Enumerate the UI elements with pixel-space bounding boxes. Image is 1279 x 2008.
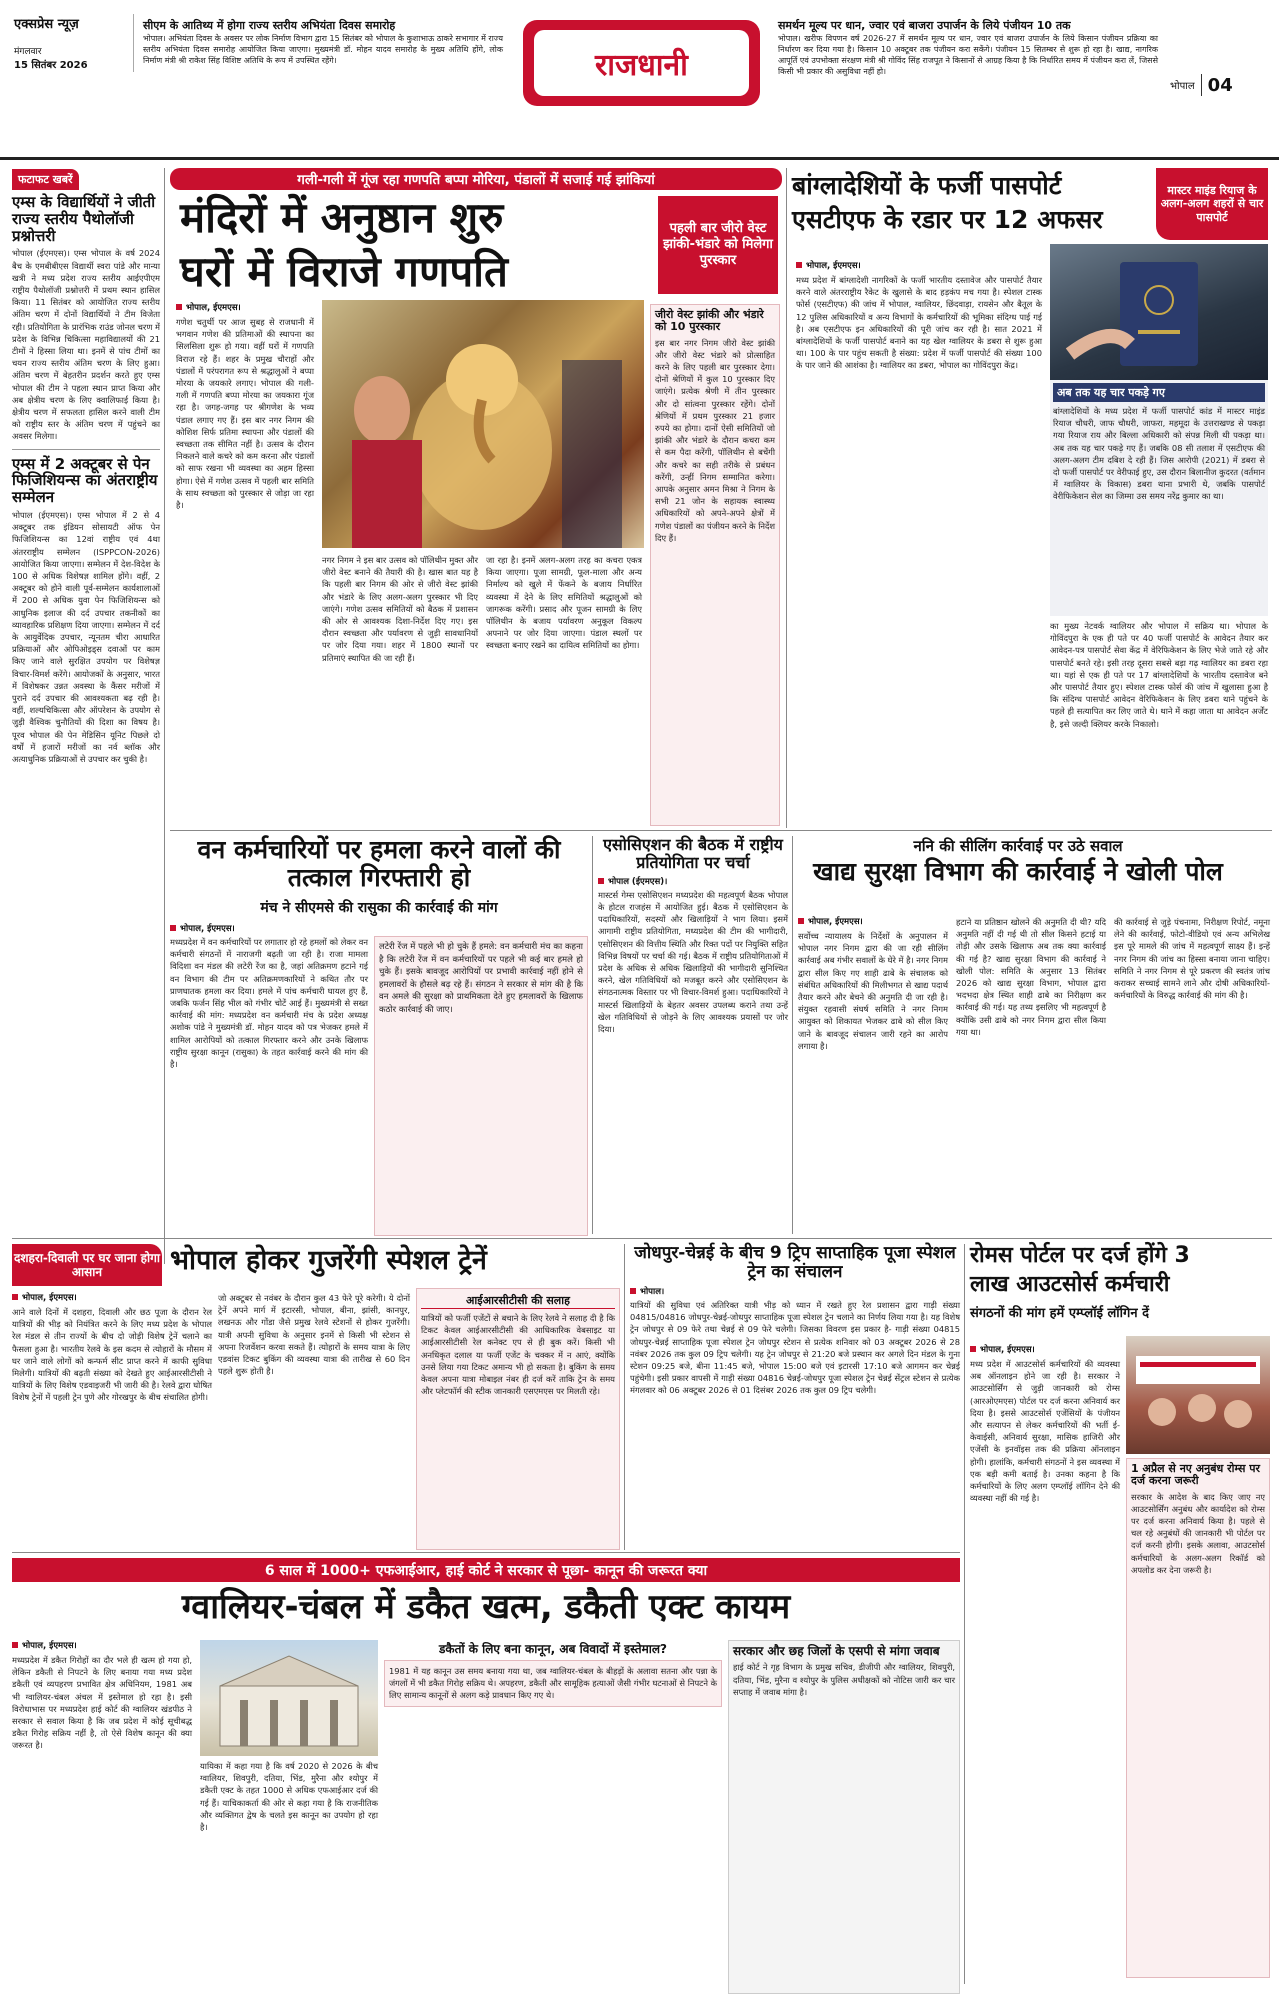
dacoit-col1: मध्यप्रदेश में डकैत गिरोहों का दौर भले ही खत्म हो गया हो, लेकिन डकैती से निपटने के लिए बनाया गया मध्य प्रदेश डकैती एवं व्यपहरण प्रभावित क्षेत्र अधिनियम, 1981 अब भी ग्वालियर-चंबल अंचल में इस्तेमाल हो रहा है। इसी विरोधाभास पर मध्यप्रदेश हाई कोर्ट की ग्वालियर खंडपीठ ने सरकार से सवाल किया है कि जब प्रदेश में कोई सूचीबद्ध डकैत गिरोह सक्रिय नहीं है, तो ऐसे विशेष कानून की क्या जरूरत है।: [12, 1655, 195, 1751]
roms-headline-1: रोमस पोर्टल पर दर्ज होंगे 3: [970, 1243, 1190, 1268]
passport-story: [792, 168, 1272, 828]
association-story: [598, 835, 791, 1234]
dacoit-col2: यायिका में कहा गया है कि वर्ष 2020 से 2026 के बीच ग्वालियर, शिवपुरी, दतिया, भिंड, मुरैना और श्योपुर में डकैती एक्ट के तहत 1000 से अधिक एफआईआर दर्ज की गई हैं। याचिकाकर्ता की ओर से कहा गया है कि राजनीतिक और व्यक्तिगत द्वेष के चलते इस कानून का उपयोग हो रहा है।: [200, 1761, 381, 1833]
trains-box: [416, 1288, 620, 1550]
dacoit-box-title: डकैतों के लिए बना कानून, अब विवादों में इस्तेमाल?: [439, 1642, 667, 1656]
brief-right-text: भोपाल। खरीफ विपणन वर्ष 2026-27 में समर्थन मूल्य पर धान, ज्वार एवं बाजरा उपार्जन के लिये किसान पंजीयन प्रक्रिया का निर्धारण कर दिया गया है। किसान 10 अक्टूबर तक पंजीयन करा सकेंगे। पंजीयन 15 सितम्बर से शुरू हो रहा है। खाद्य, नागरिक आपूर्ति एवं उपभोक्ता संरक्षण मंत्री श्री गोविंद सिंह राजपूत ने किसानों से आग्रह किया है कि निर्धारित समय में पंजीयन करा लें, जिससे किसी भी प्रकार की असुविधा नहीं हो।: [778, 34, 1161, 76]
ganpati-dateline: भोपाल, ईएमएस।: [176, 302, 316, 313]
roms-story: [970, 1244, 1272, 1984]
roms-dateline: भोपाल, ईएमएस।: [970, 1344, 1120, 1355]
association-headline: एसोसिएशन की बैठक में राष्ट्रीय प्रतियोगिता पर चर्चा: [603, 835, 783, 872]
trains-col1: आने वाले दिनों में दशहरा, दिवाली और छठ पूजा के दौरान रेल यात्रियों की भीड़ को नियंत्रित करने के लिए मध्य प्रदेश के भोपाल रेल मंडल से तीन राज्यों के बीच दो जोड़ी विशेष ट्रेनें चलाने का फैसला हुआ है। भारतीय रेलवे के इस कदम से त्योहारों के मौसम में घर जाने वाले लोगों को कन्फर्म सीट प्राप्त करने में काफी सुविधा मिलेगी। यात्रियों की बढ़ती संख्या को देखते हुए आईआरसीटीसी ने यात्रियों के लिए विशेष एडवाइजरी भी जारी की है। रेलवे द्वारा घोषित विशेष ट्रेनों में पहली ट्रेन पुणे और गोरखपुर के बीच संचालित होगी।: [12, 1307, 215, 1403]
food-col2: हटाने या प्रतिष्ठान खोलने की अनुमति दी थी? यदि अनुमति नहीं दी गई थी तो सील किसने हटाई या तोड़ी और उसके खिलाफ अब तक क्या कार्रवाई की गई है? खाद्य सुरक्षा विभाग की कार्रवाई ने खोली पोल: समिति के अनुसार 13 सितंबर 2026 को खाद्य सुरक्षा विभाग, भोपाल द्वारा भदभदा क्षेत्र स्थित शाही ढाबे का निरीक्षण कर कार्रवाई की गई। यह तथ्य इसलिए भी महत्वपूर्ण है क्योंकि उसी ढाबे को नगर निगम द्वारा सील किया गया था।: [956, 917, 1109, 1037]
passport-photo-caption: अब तक यह चार पकड़े गए: [1053, 383, 1265, 402]
dacoit-box-text: 1981 में यह कानून उस समय बनाया गया था, जब ग्वालियर-चंबल के बीहड़ों के अलावा सतना और पन्ना के जंगलों में भी डकैत गिरोह सक्रिय थे। अपहरण, डकैती और सामूहिक हत्याओं जैसी गंभीर घटनाओं से निपटने के लिए सामान्य कानूनों से अलग कड़े प्रावधान किए गए थे।: [384, 1660, 722, 1707]
association-text: मास्टर्स गेम्स एसोसिएशन मध्यप्रदेश की महत्वपूर्ण बैठक भोपाल के होटल राजहंस में आयोजित हुई। बैठक में एसोसिएशन के पदाधिकारियों, सदस्यों और खिलाड़ियों ने भाग लिया। इसमें आगामी राष्ट्रीय प्रतियोगिता, मध्यप्रदेश की टीम की भागीदारी, एसोसिएशन की वित्तीय स्थिति और रिक्त पदों पर नियुक्ति सहित विभिन्न विषयों पर चर्चा की गई। बैठक में राष्ट्रीय प्रतियोगिताओं में प्रदेश के अधिक से अधिक खिलाड़ियों की भागीदारी सुनिश्चित करने, खेल गतिविधियों को मजबूत करने और एसोसिएशन के संगठनात्मक विस्तार पर भी विचार-विमर्श हुआ। पदाधिकारियों ने मास्टर्स खिलाड़ियों के बेहतर अवसर उपलब्ध कराने तथा उन्हें खेल गतिविधियों से जोड़ने के लिए आवश्यक प्रयासों पर जोर दिया।: [598, 889, 791, 1035]
ganpati-box-title: जीरो वेस्ट झांकी और भंडारे को 10 पुरस्कार: [655, 308, 764, 334]
ganpati-box-text: इस बार नगर निगम जीरो वेस्ट झांकी और जीरो वेस्ट भंडारे को प्रोत्साहित करने के लिए पहली बार पुरस्कार देगा। दोनों श्रेणियों में कुल 10 पुरस्कार दिए जाएंगे। प्रत्येक श्रेणी में तीन पुरस्कार और दो सांत्वना पुरस्कार रहेंगे। दोनों श्रेणियों में प्रथम पुरस्कार 21 हजार रुपये का होगा। दानों ऐसी समितियों जो झांकी और भंडारे के दौरान कचरा कम से कम पैदा करेंगी, पॉलिथीन से बचेंगी और कचरे का सही तरीके से प्रबंधन करेंगी, उन्हीं निगम सम्मानित करेगा। आपके अनुसार अमन मिश्रा ने निगम के सभी 21 जोन के सहायक स्वास्थ्य अधिकारियों को अपने-अपने क्षेत्रों में गणेश पंडालों का पंजीयन करने के निर्देश दिए हैं।: [655, 337, 778, 543]
ganpati-idol-illustration: [322, 300, 644, 548]
food-kicker: ननि की सीलिंग कार्रवाई पर उठे सवाल: [913, 837, 1123, 855]
ganpati-col3: जा रहा है। इनमें अलग-अलग तरह का कचरा एकत्र किया जाएगा। पूजा सामग्री, फूल-माला और अन्य निर्माल्य को खुले में फेंकने के बजाय निर्धारित व्यवस्था में देने के लिए समितियों श्रद्धालुओं को जागरूक करेंगी। प्रसाद और पूजन सामग्री के लिए पॉलिथीन के बजाय पर्यावरण अनुकूल विकल्प अपनाने पर जोर दिया जाएगा। पंडाल स्थलों पर स्वच्छता बनाए रखने का दायित्व समितियों का होगा।: [486, 555, 645, 651]
jodhpur-story: [630, 1243, 963, 1550]
fatafat-story2-title: एम्स में 2 अक्टूबर से पेन फिजिशियन्स का अंतराष्ट्रीय सम्मेलन: [12, 454, 158, 507]
ganpati-story: [170, 168, 782, 828]
brief-right: [778, 18, 1161, 108]
jodhpur-text: यात्रियों की सुविधा एवं अतिरिक्त यात्री भीड़ को ध्यान में रखते हुए रेल प्रशासन द्वारा गाड़ी संख्या 04815/04816 जोधपुर-चेन्नई-जोधपुर साप्ताहिक पूजा स्पेशल ट्रेन चलाने का निर्णय लिया गया है। यह विशेष ट्रेन जोधपुर से 09 फेरे तथा चेन्नई से 09 फेरे चलेगी। जिसका विवरण इस प्रकार है- गाड़ी संख्या 04815 जोधपुर-चेन्नई साप्ताहिक पूजा स्पेशल ट्रेन जोधपुर स्टेशन से प्रत्येक शनिवार को 03 अक्टूबर 2026 से 28 नवंबर 2026 तक कुल 09 ट्रिप चलेगी। यह ट्रेन जोधपुर से 21:20 बजे प्रस्थान कर अगले दिन मंडल के गुना स्टेशन 09:25 बजे, बीना 11:45 बजे, भोपाल 15:00 बजे एवं इटारसी 17:10 बजे आगमन कर चेन्नई पहुंचेगी। इसी प्रकार वापसी में गाड़ी संख्या 04816 चेन्नई-जोधपुर पूजा स्पेशल ट्रेन चेन्नई सेंट्रल स्टेशन से प्रत्येक मंगलवार को 06 अक्टूबर 2026 से 01 दिसंबर 2026 तक कुल 09 ट्रिप चलेगी।: [630, 1300, 963, 1396]
section-label: [534, 30, 749, 96]
brief-left: [143, 18, 506, 88]
roms-text: मध्य प्रदेश में आउटसोर्स कर्मचारियों की व्यवस्था अब ऑनलाइन होने जा रही है। सरकार ने आउटसोर्सिंग से जुड़ी जानकारी को रोम्स (आरओएमएस) पोर्टल पर दर्ज करना अनिवार्य कर दिया है। इससे आउटसोर्स एजेंसियों के पंजीयन और सत्यापन से लेकर कर्मचारियों की भर्ती ई-केवाईसी, अनिवार्य सुरक्षा, मासिक हाजिरी और एजेंसी के इनवॉइस तक की प्रक्रिया ऑनलाइन होगी। हालांकि, कर्मचारी संगठनों ने इस व्यवस्था में एक बड़ी कमी बताई है। उनका कहना है कि कर्मचारियों के लिए अलग एम्प्लॉई लॉगिन देने की व्यवस्था नहीं की गई है।: [970, 1359, 1123, 1504]
fatafat-label: फटाफट खबरें: [12, 169, 79, 190]
food-headline: खाद्य सुरक्षा विभाग की कार्रवाई ने खोली पोल: [813, 857, 1223, 886]
ganpati-photo: [322, 300, 644, 548]
roms-photo: [1126, 1336, 1270, 1454]
passport-col1: मध्य प्रदेश में बांग्लादेशी नागरिकों के फर्जी भारतीय दस्तावेज और पासपोर्ट तैयार करने वाले अंतरराष्ट्रीय रैकेट के खुलासे के बाद हड़कंप मच गया है। स्पेशल टास्क फोर्स (एसटीएफ) की जांच में भोपाल, ग्वालियर, छिंदवाड़ा, रायसेन और बैतूल के 12 पुलिस अधिकारियों व अन्य विभागों के कर्मचारियों की भूमिका संदिग्ध पाई गई है। अब एसटीएफ इन अधिकारियों की पूरी जांच कर रही है। सात 2021 में बांग्लादेशियों के फर्जी पासपोर्ट बनाने का यह खेल ग्वालियर के डबरा से शुरू हुआ था। 100 के पार पहुंच सकती है संख्या: प्रदेश में फर्जी पासपोर्ट की संख्या 100 के पार जाने की आशंका है। ग्वालियर का डबरा, भोपाल का गोविंदपुरा केंद्र।: [796, 275, 1045, 371]
trains-box-title: आईआरसीटीसी की सलाह: [421, 1293, 615, 1309]
passport-headline-2: एसटीएफ के रडार पर 12 अफसर: [792, 205, 1103, 234]
trains-dateline: भोपाल, ईएमएस।: [12, 1292, 212, 1303]
forest-dateline: भोपाल, ईएमएस।: [170, 923, 588, 934]
brief-right-title: समर्थन मूल्य पर धान, ज्वार एवं बाजरा उपार्जन के लिये पंजीयन 10 तक: [778, 19, 1071, 32]
fatafat-story1-title: एम्स के विद्यार्थियों ने जीती राज्य स्तरीय पैथोलॉजी प्रश्नोत्तरी: [12, 193, 156, 245]
food-col3: की कार्रवाई से जुड़े पंचनामा, निरीक्षण रिपोर्ट, नमूना लेने की कार्रवाई, फोटो-वीडियो एवं अन्य अभिलेख इस पूरे मामले की जांच में महत्वपूर्ण साक्ष्य हैं। इन्हें नगर निगम की जांच का हिस्सा बनाया जाना चाहिए। समिति ने नगर निगम से पूरे प्रकरण की स्वतंत्र जांच कराकर सच्चाई सामने लाने और दोषी अधिकारियों-कर्मचारियों के विरुद्ध कार्रवाई की मांग की है।: [1114, 917, 1273, 1001]
roms-box: [1126, 1458, 1270, 1978]
dacoit-box2: [728, 1640, 960, 1994]
forest-box-text: लटेरी रेंज में पहले भी हो चुके हैं हमले: वन कर्मचारी मंच का कहना है कि लटेरी रेंज में वन कर्मचारियों पर पहले भी कई बार हमले हो चुके हैं। इसके बावजूद आरोपियों पर प्रभावी कार्रवाई नहीं होने से हमलावरों के हौसले बढ़ रहे हैं। संगठन ने सरकार से मांग की है कि वन अमले की सुरक्षा को प्राथमिकता देते हुए हमलावरों के खिलाफ कठोर कार्रवाई की जाए।: [379, 942, 586, 1015]
masthead: [0, 0, 1279, 160]
trains-box-text: यात्रियों को फर्जी एजेंटों से बचाने के लिए रेलवे ने सलाह दी है कि टिकट केवल आईआरसीटीसी की आधिकारिक वेबसाइट या आईआरसीटीसी रेल कनेक्ट एप से ही बुक करें। किसी भी अनधिकृत दलाल या फर्जी एजेंट के चक्कर में न आएं, क्योंकि उनसे लिया गया टिकट अमान्य भी हो सकता है। बुकिंग के समय केवल अपना यात्रा मोबाइल नंबर ही दर्ज करें ताकि ट्रेन के समय और प्लेटफॉर्म की स्टीक जानकारी एसएमएस पर मिलती रहे।: [421, 1313, 618, 1397]
ganpati-headline-1: मंदिरों में अनुष्ठान शुरु: [180, 193, 504, 242]
passport-col2: का मुख्य नेटवर्क ग्वालियर और भोपाल में सक्रिय था। भोपाल के गोविंदपुरा के एक ही पते पर 40 फर्जी पासपोर्ट के आवेदन तैयार कर आवेदन-पत्र पासपोर्ट सेवा केंद्र में वेरिफिकेशन के लिए भेजे जाते रहे और पासपोर्ट बनते रहे। इसी तरह दूसरा सबसे बड़ा गढ़ ग्वालियर का डबरा रहा था। यहां से एक ही पते पर 17 बांग्लादेशियों के भारतीय दस्तावेज बने और पासपोर्ट तैयार हुए। स्पेशल टास्क फोर्स की जांच में खुलासा हुआ है कि संदिग्ध पासपोर्ट आवेदन वेरिफिकेशन के लिए डबरा थाने पहुंचने के पहले ही सत्यापित कर लिए जाते थे। थाने में कहा जाता था आवेदन अर्जेंट है, इसे जल्दी क्लियर करके निकालो।: [1050, 621, 1271, 729]
ganpati-box: [650, 304, 780, 826]
roms-box-title: 1 अप्रैल से नए अनुबंध रोम्स पर दर्ज करना जरूरी: [1131, 1462, 1261, 1488]
protest-illustration: [1126, 1336, 1270, 1454]
roms-subhead: संगठनों की मांग हमें एम्प्लॉई लॉगिन दें: [970, 1306, 1150, 1322]
food-col1: सर्वोच्च न्यायालय के निर्देशों के अनुपालन में भोपाल नगर निगम द्वारा की जा रही सीलिंग कार्रवाई अब गंभीर सवालों के घेरे में है। नगर निगम द्वारा सील किए गए शाही ढाबे के संचालक को संबंधित अधिकारियों की मिलीभगत से खाद्य पदार्थ तैयार करने और बेचने की अनुमति दी जा रही है। संयुक्त रहवासी संघर्ष समिति ने नगर निगम आयुक्त को शिकायत भेजकर ढाबे को सील किए जाने के बावजूद संचालन जारी रहने का आरोप लगाया है।: [798, 931, 951, 1051]
dacoit-kicker: 6 साल में 1000+ एफआईआर, हाई कोर्ट ने सरकार से पूछा- कानून की जरूरत क्या: [12, 1558, 960, 1582]
fatafat-story1-text: भोपाल (ईएमएस)। एम्स भोपाल के वर्ष 2024 बैच के एमबीबीएस विद्यार्थी स्वरा पांडे और मान्या खत्री ने मध्य प्रदेश राज्य स्तरीय आईएपीएम राष्ट्रीय पैथोलॉजी प्रश्नोत्तरी में प्रथम स्थान हासिल किया। 11 सितंबर को आयोजित राज्य स्तरीय अंतिम चरण में दोनों विद्यार्थियों ने टीम विजेता रही। प्रतियोगिता के प्रारंभिक राउंड जोनल चरण में प्रदेश के विभिन्न चिकित्सा महाविद्यालयों की 21 टीमों ने हिस्सा लिया था। इनमें से पांच टीमों का चयन राज्य स्तरीय अंतिम चरण के लिए हुआ। अंतिम चरण में बेहतरीन प्रदर्शन करते हुए एम्स भोपाल की टीम ने पहला स्थान प्राप्त किया और अब क्षेत्रीय चरण के लिए क्वालिफाई किया है। क्षेत्रीय चरण में सफलता हासिल करने वाली टीम को राष्ट्रीय स्तर के अंतिम चरण में पहुंचने का अवसर मिलेगा।: [12, 248, 163, 442]
page-info: [1170, 70, 1270, 100]
forest-story: [170, 836, 588, 1234]
section-title: राजधानी: [595, 47, 688, 83]
association-dateline: भोपाल (ईएमएस)।: [598, 876, 788, 887]
trains-col2: जो अक्टूबर से नवंबर के दौरान कुल 43 फेरे पूरे करेगी। ये दोनों ट्रेनें अपने मार्ग में इटारसी, भोपाल, बीना, झांसी, कानपुर, लखनऊ और गोंडा जैसे प्रमुख रेलवे स्टेशनों से होकर गुजरेंगी। यात्री अपनी सुविधा के अनुसार इनमें से किसी भी स्टेशन से अपना रिजर्वेशन करवा सकते हैं। त्योहारों के समय यात्रा के लिए एडवांस टिकट बुकिंग की व्यवस्था यात्रा की तारीख से 60 दिन पहले शुरू होती है।: [218, 1293, 413, 1377]
ganpati-side-box: पहली बार जीरो वेस्ट झांकी-भंडारे को मिलेगा पुरस्कार: [658, 196, 778, 294]
forest-box: [374, 936, 588, 1236]
ganpati-col2: नगर निगम ने इस बार उत्सव को पॉलिथीन मुक्त और जीरो वेस्ट बनाने की तैयारी की है। खास बात यह है कि पहली बार निगम की ओर से जीरो वेस्ट झांकी और भंडारे के लिए अलग-अलग पुरस्कार भी दिए जाएंगे। गणेश उत्सव समितियों को बैठक में प्रशासन की ओर से आवश्यक दिशा-निर्देश दिए गए। इस दौरान स्वच्छता और पर्यावरण से जुड़ी सावधानियों पर जोर दिया गया। शहर में 1800 स्थानों पर प्रतिमाएं स्थापित की जा रही हैं।: [322, 555, 481, 663]
dacoit-headline: ग्वालियर-चंबल में डकैत खत्म, डकैती एक्ट कायम: [181, 1587, 791, 1627]
brief-left-text: भोपाल। अभियंता दिवस के अवसर पर लोक निर्माण विभाग द्वारा 15 सितंबर को भोपाल के कुशाभाऊ ठाकरे सभागार में राज्य स्तरीय अभियंता दिवस समारोह आयोजित किया जाएगा। मुख्यमंत्री डॉ. मोहन यादव समारोह के मुख्य अतिथि होंगे, लोक निर्माण मंत्री श्री राकेश सिंह विशिष्ट अतिथि के रूप में उपस्थित रहेंगे।: [143, 34, 506, 65]
court-building-illustration: [200, 1640, 378, 1756]
ganpati-headline-2: घरों में विराजे गणपति: [180, 247, 508, 296]
dacoit-box: [384, 1640, 722, 1994]
forest-headline: वन कर्मचारियों पर हमला करने वालों की तत्काल गिरफ्तारी हो: [197, 835, 561, 892]
city-name: भोपाल: [1170, 81, 1195, 92]
trains-headline: भोपाल होकर गुजरेंगी स्पेशल ट्रेनें: [170, 1245, 487, 1276]
passport-dateline: भोपाल, ईएमएस।: [796, 260, 996, 271]
page-number: 04: [1207, 74, 1233, 96]
jodhpur-headline: जोधपुर-चेन्नई के बीच 9 ट्रिप साप्ताहिक पूजा स्पेशल ट्रेन का संचालन: [634, 1243, 956, 1283]
dacoit-photo: [200, 1640, 378, 1756]
dacoit-dateline: भोपाल, ईएमएस।: [12, 1640, 192, 1651]
ganpati-kicker: गली-गली में गूंज रहा गणपति बप्पा मोरिया, पंडालों में सजाई गई झांकियां: [170, 168, 782, 190]
fatafat-column: [12, 168, 163, 1268]
roms-box-text: सरकार के आदेश के बाद किए जाए नए आउटसोर्सिंग अनुबंध और कार्यादेश को रोम्स पर दर्ज करना अनिवार्य किया है। पहले से चल रहे अनुबंधों की जानकारी भी पोर्टल पर दर्ज करनी होगी। इसके अलावा, आउटसोर्स कर्मचारियों के अलग-अलग रिकॉर्ड को अपलोड कर देना जरूरी है।: [1131, 1491, 1268, 1575]
food-dateline: भोपाल, ईएमएस।: [798, 916, 948, 927]
forest-text: मध्यप्रदेश में वन कर्मचारियों पर लगातार हो रहे हमलों को लेकर वन कर्मचारी संगठनों में नाराजगी बढ़ती जा रही है। राजा मामला विदिशा वन मंडल की लटेरी रेंज का है, जहां अतिक्रमण हटाने गई वन विभाग की टीम पर अतिक्रमणकारियों ने कथित तौर पर प्राणघातक हमला कर दिया। हमले में पांच कर्मचारी घायल हुए हैं, जबकि फर्जन सिंह भील को गंभीर चोटें आई हैं। मुख्यमंत्री से सख्त कार्रवाई की मांग: मध्यप्रदेश वन कर्मचारी मंच के प्रदेश अध्यक्ष अशोक पांडे ने मुख्यमंत्री डॉ. मोहन यादव को पत्र भेजकर हमले में शामिल आरोपियों को तत्काल गिरफ्तार करने और उनके खिलाफ राष्ट्रीय सुरक्षा कानून (रासुका) के तहत कार्रवाई करने की मांग की है।: [170, 937, 371, 1070]
jodhpur-dateline: भोपाल।: [630, 1286, 960, 1297]
issue-day: मंगलवार: [14, 47, 42, 57]
passport-photo: [1050, 244, 1268, 380]
forest-subhead: मंच ने सीएमसे की रासुका की कार्रवाई की मांग: [260, 900, 498, 916]
passport-caption-box: [1050, 380, 1268, 616]
trains-tag: दशहरा-दिवाली पर घर जाना होगा आसान: [12, 1244, 162, 1286]
brand-name: एक्सप्रेस न्यूज़: [14, 17, 79, 32]
issue-date: 15 सितंबर 2026: [14, 60, 88, 71]
roms-headline-2: लाख आउटसोर्स कर्मचारी: [970, 1271, 1170, 1297]
passport-illustration: [1050, 244, 1268, 380]
trains-story: [12, 1244, 620, 1550]
fatafat-story2-text: भोपाल (ईएमएस)। एम्स भोपाल में 2 से 4 अक्टूबर तक इंडियन सोसायटी ऑफ पेन फिजिशियन्स का 12वां राष्ट्रीय एवं 4था अंतरराष्ट्रीय सम्मेलन (ISPPCON-2026) आयोजित किया जाएगा। सम्मेलन में देश-विदेश के 100 से अधिक विशेषज्ञ शामिल होंगे। वहीं, 2 अक्टूबर को होने वाली पूर्व-सम्मेलन कार्यशालाओं में 200 से अधिक युवा पेन फिजिशियन्स को आधुनिक इलाज की दर्द उपचार तकनीकों का व्यावहारिक प्रशिक्षण दिया जाएगा। सम्मेलन में दर्द के आयुर्वेदिक उपचार, न्यूनतम चीरा आधारित प्रक्रियाओं और ओपिओइड्स दवाओं पर काम किए जाने वाले सुरक्षित उपयोग पर विशेषज्ञ विचार-विमर्श करेंगे। आयोजकों के अनुसार, भारत में विशेषकर उन्नत अवस्था के कैंसर मरीजों में पुराने दर्द उपचार की आवश्यकता बढ़ रही है। वहीं, शल्यचिकित्सा और ऑपरेशन के उपयोग से जुड़ी वैश्विक चुनौतियों की दिशा का विषय है। पूरव भोपाल की पेन मेडिसिन यूनिट पिछले दो वर्षों में हजारों मरीजों का नर्व ब्लॉक और अत्याधुनिक प्रक्रियाओं से उपचार कर चुकी है।: [12, 510, 163, 765]
passport-sidebar-tag: मास्टर माइंड रियाज के अलग-अलग शहरों से चार पासपोर्ट: [1156, 168, 1268, 240]
passport-headline-1: बांग्लादेशियों के फर्जी पासपोर्ट: [792, 171, 1062, 200]
dacoit-box2-title: सरकार और छह जिलों के एसपी से मांगा जवाब: [733, 1644, 940, 1658]
brand-box: [14, 14, 134, 72]
dacoit-box2-text: हाई कोर्ट ने गृह विभाग के प्रमुख सचिव, डीजीपी और ग्वालियर, शिवपुरी, दतिया, भिंड, मुरैना व श्योपुर के पुलिस अधीक्षकों को नोटिस जारी कर चार सप्ताह में जवाब मांगा है।: [733, 1662, 958, 1697]
ganpati-col1: गणेश चतुर्थी पर आज सुबह से राजधानी में भगवान गणेश की प्रतिमाओं की स्थापना का सिलसिला शुरू हो गया। वहीं घरों में गणपति विराज रहे हैं। शहर के प्रमुख चौराहों और पंडालों में परंपरागत रूप से श्रद्धालुओं ने बप्पा मोरया के जयकारे लगाए। भोपाल की गली-गली में गणपति बप्पा मोरया का जयकारा गूंज रहा है। जगह-जगह पर श्रीगणेश के भव्य पंडाल लगाए गए हैं। इस बार नगर निगम की कोशिश सिर्फ प्रतिमा स्थापना और पंडालों की स्वच्छता तक सीमित नहीं है। उत्सव के दौरान निकलने वाले कचरे को कम करना और पंडालों को साफ रखना भी व्यवस्था का अहम हिस्सा होगा। ऐसे में गणेश उत्सव में पहली बार समिति के साथ स्वच्छता को पुरस्कार से जोड़ा जा रहा है।: [176, 317, 317, 511]
brief-left-title: सीएम के आतिथ्य में होगा राज्य स्तरीय अभियंता दिवस समारोह: [143, 19, 396, 32]
passport-caption-text: बांग्लादेशियों के मध्य प्रदेश में फर्जी पासपोर्ट कांड में मास्टर माइंड रियाज चौधरी, जाफ चौधरी, जाफरा, महमूदा के उत्तराखण्ड से पकड़ा गया रियाज राय और बिल्ला अधिकारी को संपन्न मिली थी पकड़ा था। अब तक यह चार पकड़े गए हैं। जबकि 08 सी तलाश में एसटीएफ की अलग-अलग टीम दबिश दे रही हैं। जिस आरोपी (2021) में डबरा से दो फर्जी पासपोर्ट पर वेरीफाई हुए, उस दौरान बिलानीज कुदरत (वर्तमान में ग्वालियर के विकास) डबरा थाना प्रभारी थे, जबकि पासपोर्ट वेरीफिकेशन सेल का जिम्मा उस समय नरेंद्र कुमार का था।: [1053, 406, 1268, 502]
